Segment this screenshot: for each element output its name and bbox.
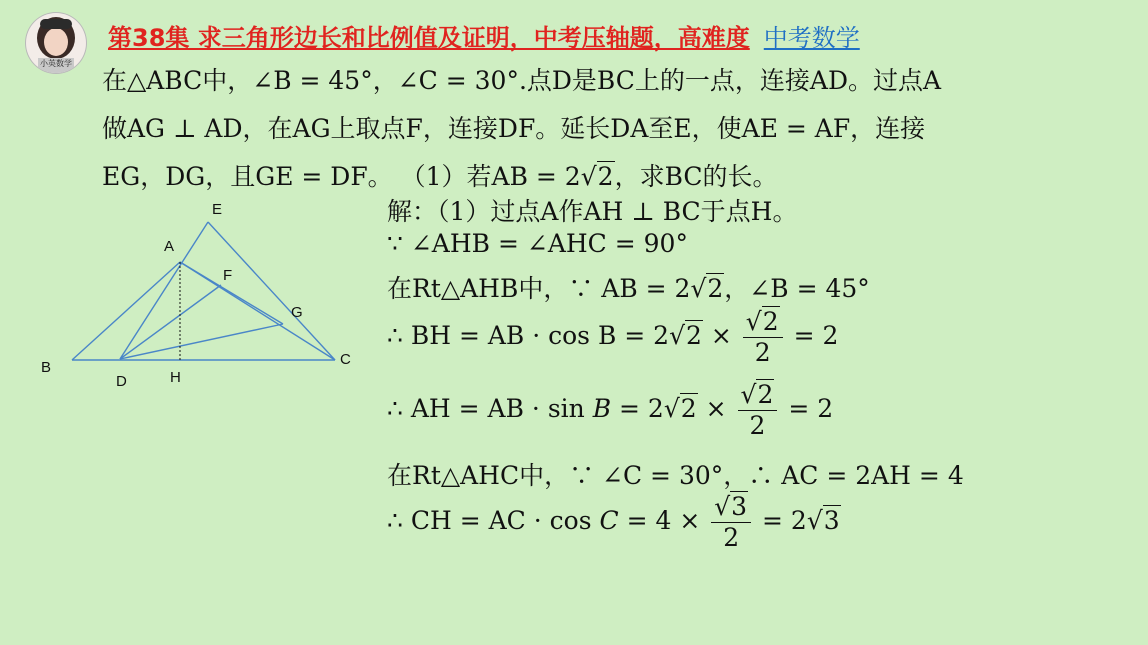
fraction: $\frac{√2}{2}$	[743, 307, 783, 368]
label-G: G	[291, 304, 303, 321]
fraction: $\frac{√3}{2}$	[711, 492, 751, 553]
label-D: D	[116, 373, 127, 390]
page-title	[108, 18, 860, 53]
label-E: E	[212, 201, 223, 218]
solution-line-3: 在Rt△AHB中，∵ AB = 2√2，∠B = 45°	[387, 274, 870, 303]
segment-BA	[72, 262, 180, 360]
solution-line-7: ∴ CH = AC · cos C = 4 × $\frac{√3}{2}$ = 2√3	[387, 492, 840, 552]
geometry-diagram	[30, 192, 370, 397]
series-title: 中考数学	[763, 24, 860, 52]
label-F: F	[223, 267, 233, 284]
solution-line-2: ∵ ∠AHB = ∠AHC = 90°	[387, 229, 688, 258]
problem-statement	[102, 57, 1082, 201]
solution-line-4: ∴ BH = AB · cos B = 2√2 × $\frac{√2}{2}$ = 2	[387, 307, 839, 367]
fraction: $\frac{√2}{2}$	[738, 380, 778, 441]
episode-title: 第38集 求三角形边长和比例值及证明，中考压轴题，高难度	[108, 24, 750, 52]
label-H: H	[170, 369, 181, 386]
avatar-label: 小英数学	[40, 59, 72, 68]
problem-line-1: 在△ABC中，∠B = 45°，∠C = 30°.点D是BC上的一点，连接AD。过点A	[102, 66, 942, 95]
label-A: A	[164, 238, 175, 255]
solution-line-5: ∴ AH = AB · sin B = 2√2 × $\frac{√2}{2}$ = 2	[387, 380, 834, 440]
label-C: C	[340, 351, 351, 368]
problem-line-2: 做AG ⊥ AD，在AG上取点F，连接DF。延长DA至E，使AE = AF，连接	[102, 114, 926, 143]
solution-line-6: 在Rt△AHC中，∵ ∠C = 30°，∴ AC = 2AH = 4	[387, 461, 964, 490]
label-B: B	[41, 359, 52, 376]
channel-avatar	[26, 13, 86, 73]
solution-line-1: 解：（1）过点A作AH ⊥ BC于点H。	[387, 197, 798, 226]
problem-line-3: EG，DG，且GE = DF。 （1）若AB = 2√2，求BC的长。	[102, 162, 778, 191]
